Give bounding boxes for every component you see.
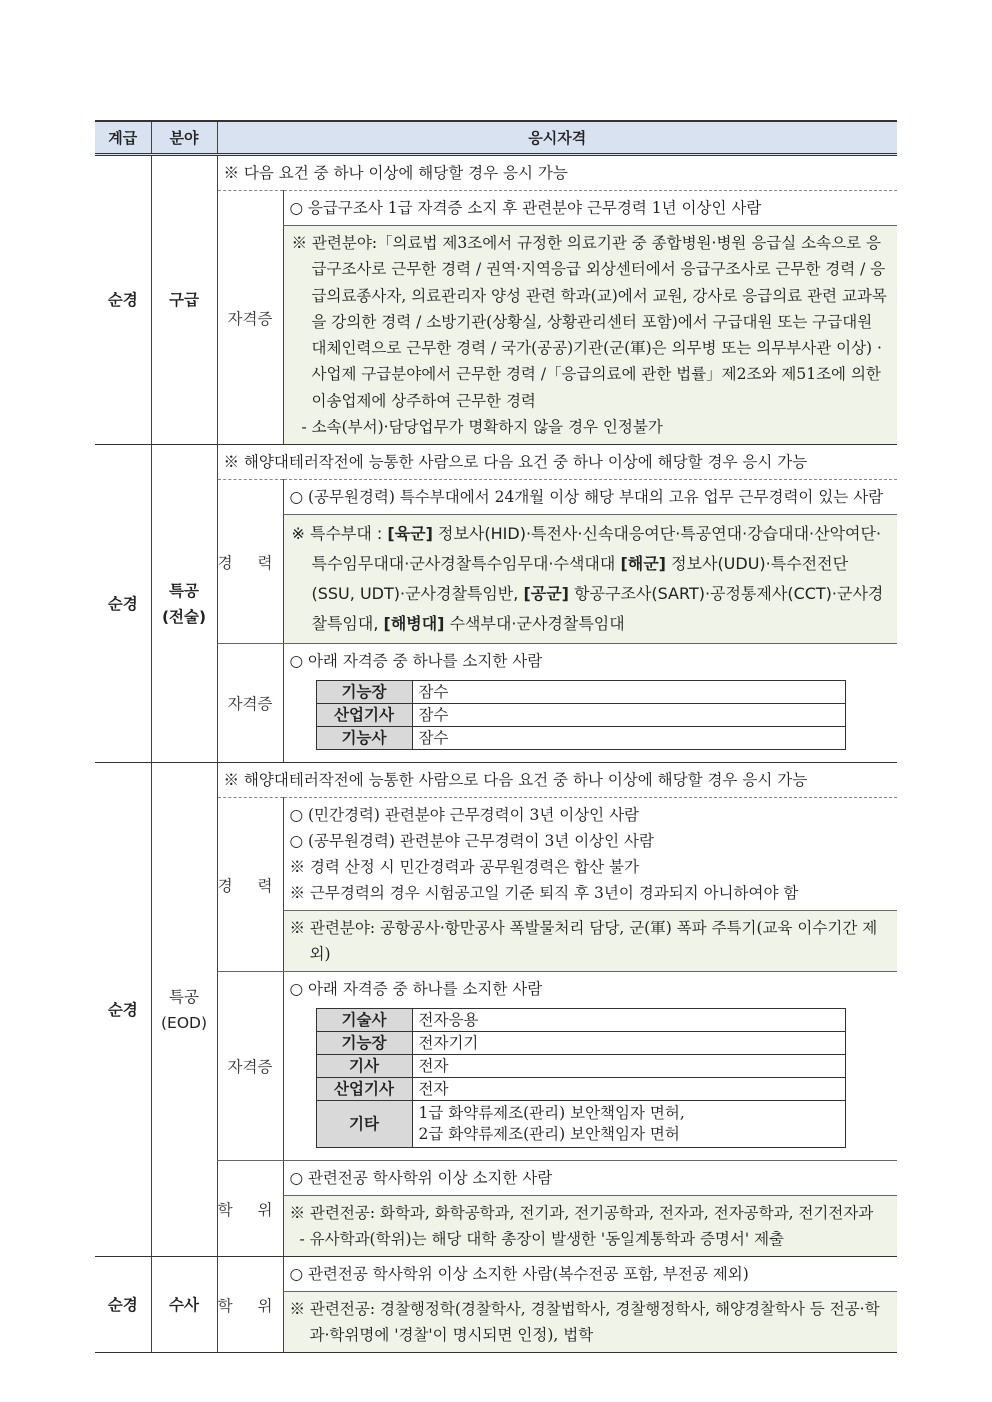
field-name: 특공 xyxy=(169,581,199,600)
sub-label-degree: 학 위 xyxy=(217,1257,283,1353)
requirement-item: ○ 응급구조사 1급 자격증 소지 후 관련분야 근무경력 1년 이상인 사람 xyxy=(283,191,897,226)
field-cell xyxy=(151,445,217,763)
header-qualification: 응시자격 xyxy=(217,121,897,155)
field-subname: (EOD) xyxy=(160,1013,208,1032)
sub-label-cert: 자격증 xyxy=(217,191,283,445)
units-airforce: 항공구조사(SART)·공정통제사(CCT)·군사경찰특임대, xyxy=(311,584,884,634)
sub-label-career: 경 력 xyxy=(217,798,283,972)
degree-note xyxy=(283,1196,897,1257)
grade-cell: 순경 xyxy=(95,1257,151,1353)
branch-marines: [해병대] xyxy=(383,614,445,634)
branch-army: [육군] xyxy=(387,524,433,544)
units-army: 정보사(HID)·특전사·신속대응여단·특공연대·강습대대·산악여단·특수임무대대·군사경찰특수임무대·수색대대 xyxy=(311,524,882,574)
cert-cell xyxy=(283,644,897,763)
intro-note: ※ 해양대테러작전에 능통한 사람으로 다음 요건 중 하나 이상에 해당할 경우 응시 가능 xyxy=(217,445,897,480)
table-row: 산업기사 전자 xyxy=(316,1078,845,1101)
requirement-item: ○ 아래 자격증 중 하나를 소지한 사람 xyxy=(289,652,543,671)
note-prefix: ※ 특수부대 : xyxy=(291,524,388,544)
cert-cell xyxy=(283,972,897,1161)
major-list: ※ 관련전공: 화학과, 화학공학과, 전기과, 전기공학과, 전자과, 전자공학과, 전기전자과 xyxy=(289,1204,874,1223)
sub-label-cert: 자격증 xyxy=(217,644,283,763)
header-grade: 계급 xyxy=(95,121,151,155)
requirement-item: ○ 관련전공 학사학위 이상 소지한 사람(복수전공 포함, 부전공 제외) xyxy=(283,1257,897,1292)
qualification-table xyxy=(95,120,897,1353)
grade-cell: 순경 xyxy=(95,155,151,445)
related-field-note: ※ 관련분야: 공항공사·항만공사 폭발물처리 담당, 군(軍) 폭파 주특기(교육 이수기간 제외) xyxy=(283,911,897,972)
field-subname: (전술) xyxy=(161,607,207,626)
intro-note: ※ 다음 요건 중 하나 이상에 해당할 경우 응시 가능 xyxy=(217,155,897,191)
intro-note: ※ 해양대테러작전에 능통한 사람으로 다음 요건 중 하나 이상에 해당할 경우 응시 가능 xyxy=(217,763,897,798)
table-row: 기능사 잠수 xyxy=(316,727,845,750)
branch-airforce: [공군] xyxy=(523,584,569,604)
related-field-note xyxy=(283,226,897,445)
special-unit-note xyxy=(283,515,897,644)
list-item: ○ (민간경력) 관련분야 근무경력이 3년 이상인 사람 xyxy=(289,806,640,825)
dash-note: - 소속(부서)·담당업무가 명확하지 않을 경우 인정불가 xyxy=(301,418,663,437)
units-navy: 정보사(UDU)·특수전전단(SSU, UDT)·군사경찰특임반, xyxy=(311,554,849,604)
dash-note: - 유사학과(학위)는 해당 대학 총장이 발생한 '동일계통학과 증명서' 제출 xyxy=(299,1230,785,1249)
grade-cell: 순경 xyxy=(95,763,151,1257)
table-row: 기능장 전자기기 xyxy=(316,1032,845,1055)
cert-table xyxy=(316,1008,846,1148)
grade-cell: 순경 xyxy=(95,445,151,763)
list-item: ○ (공무원경력) 관련분야 근무경력이 3년 이상인 사람 xyxy=(289,832,655,851)
sub-label-cert: 자격증 xyxy=(217,972,283,1161)
table-row: 산업기사 잠수 xyxy=(316,704,845,727)
degree-note: ※ 관련전공: 경찰행정학(경찰학사, 경찰법학사, 경찰행정학사, 해양경찰학사 등 전공·학과·학위명에 '경찰'이 명시되면 인정), 법학 xyxy=(283,1292,897,1353)
list-item: ※ 근무경력의 경우 시험공고일 기준 퇴직 후 3년이 경과되지 아니하여야 함 xyxy=(289,884,799,903)
header-field: 분야 xyxy=(151,121,217,155)
table-row: 기술사 전자응용 xyxy=(316,1009,845,1032)
table-row: 기타 1급 화약류제조(관리) 보안책임자 면허, 2급 화약류제조(관리) 보안책임자 면허 xyxy=(316,1101,845,1148)
table-row: 기사 전자 xyxy=(316,1055,845,1078)
field-cell: 구급 xyxy=(151,155,217,445)
table-header-row xyxy=(95,121,897,155)
sub-label-career: 경 력 xyxy=(217,480,283,644)
list-item: ※ 경력 산정 시 민간경력과 공무원경력은 합산 불가 xyxy=(289,858,639,877)
cert-table xyxy=(316,680,846,750)
field-cell xyxy=(151,763,217,1257)
units-marines: 수색부대·군사경찰특임대 xyxy=(444,614,625,634)
field-name: 특공 xyxy=(169,987,199,1006)
requirement-item: ○ 관련전공 학사학위 이상 소지한 사람 xyxy=(283,1161,897,1196)
career-list xyxy=(283,798,897,911)
related-field-text: ※ 관련분야:「의료법 제3조에서 규정한 의료기관 중 종합병원·병원 응급실 소속으로 응급구조사로 근무한 경력 / 권역·지역응급 외상센터에서 응급구조사로 근무한 경력 / 응급의료종사자, 의료관리자 양성 관련 학과(교)에서 교원, 강사로 응급의료 관련 교과목을 강의한 경력 / 소방기관(상황실, 상황관리센터 포함)에서 구급대원 또는 구급대원 대체인력으로 근무한 경력 / 국가(공공)기관(군(軍)은 의무병 또는 의무부사관 이상) · 사업제 구급분야에서 근무한 경력 /「응급의료에 관한 법률」제2조와 제51조에 의한 이송업제에 상주하여 근무한 경력 xyxy=(291,234,887,410)
sub-label-degree: 학 위 xyxy=(217,1161,283,1257)
table-row: 기능장 잠수 xyxy=(316,681,845,704)
branch-navy: [해군] xyxy=(620,554,666,574)
field-cell: 수사 xyxy=(151,1257,217,1353)
requirement-item: ○ 아래 자격증 중 하나를 소지한 사람 xyxy=(289,980,543,999)
requirement-item: ○ (공무원경력) 특수부대에서 24개월 이상 해당 부대의 고유 업무 근무경력이 있는 사람 xyxy=(283,480,897,515)
section-emt-intro-row xyxy=(95,155,897,191)
